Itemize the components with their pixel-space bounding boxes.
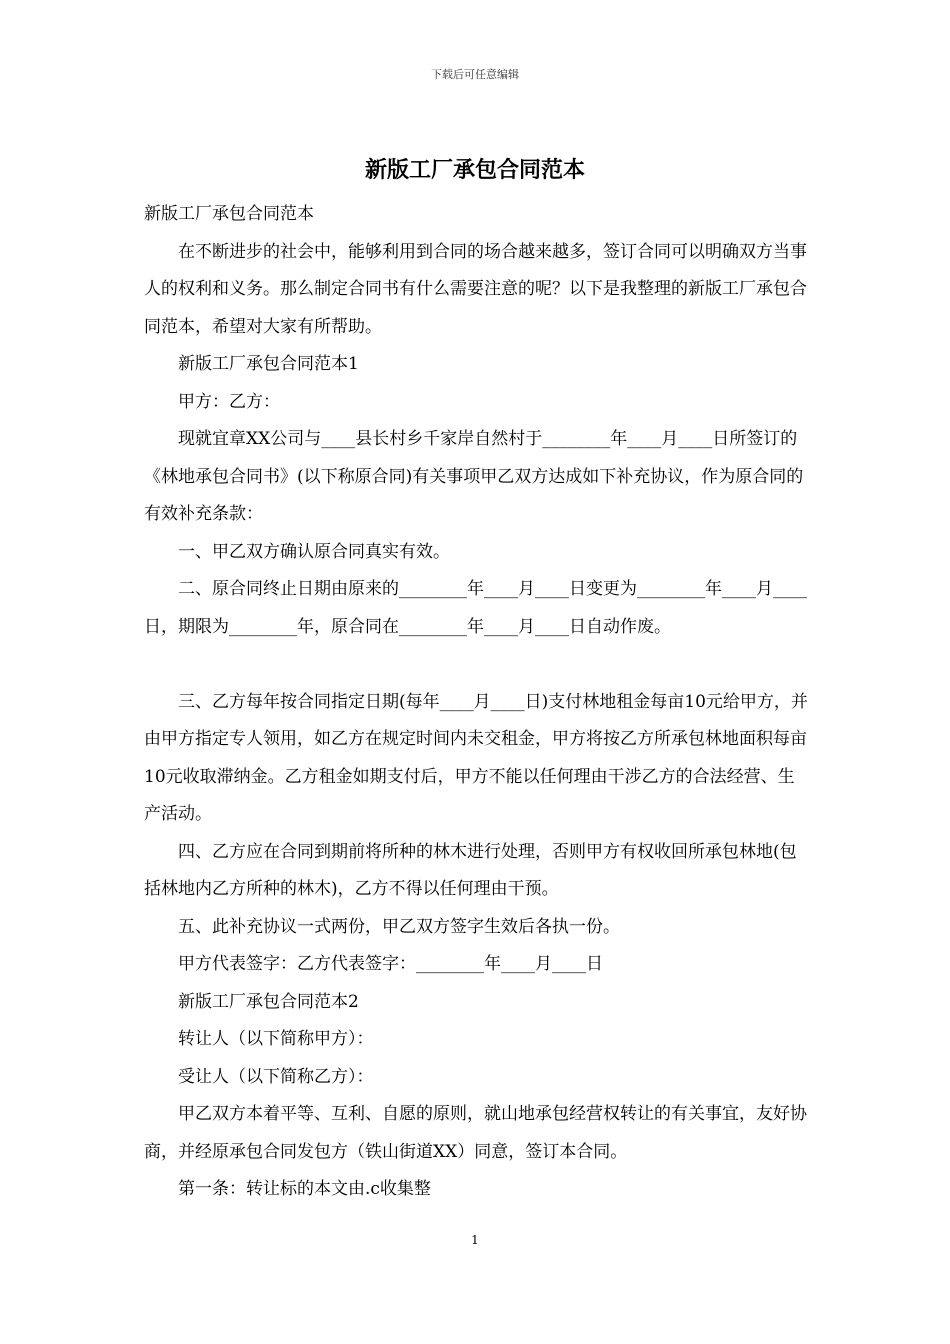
section-heading-2: 新版工厂承包合同范本2 bbox=[178, 991, 359, 1012]
subtitle-paragraph: 新版工厂承包合同范本 bbox=[144, 204, 314, 224]
parties-line: 甲方：乙方： bbox=[178, 391, 280, 412]
intro-paragraph: 在不断进步的社会中，能够利用到合同的场合越来越多，签订合同可以明确双方当事人的权利和义务。那么制定合同书有什么需要注意的呢？以下是我整理的新版工厂承包合同范本，希望对大家有所帮助。 bbox=[144, 241, 807, 337]
clause-2: 二、原合同终止日期由原来的________年____月____日变更为________年____月____日，期限为________年，原合同在________年____月____日自动作废。 bbox=[144, 579, 807, 637]
page-number: 1 bbox=[471, 1233, 479, 1247]
document-body bbox=[144, 196, 810, 1209]
section-heading-1: 新版工厂承包合同范本1 bbox=[178, 354, 359, 374]
clause-3: 三、乙方每年按合同指定日期(每年____月____日)支付林地租金每亩10元给甲方，并由甲方指定专人领用，如乙方在规定时间内未交租金，甲方将按乙方所承包林地面积每亩10元收取滞纳金。乙方租金如期支付后，甲方不能以任何理由干涉乙方的合法经营、生产活动。 bbox=[144, 691, 808, 824]
preamble-paragraph: 现就宜章XX公司与____县长村乡千家岸自然村于________年____月____日所签订的《林地承包合同书》(以下称原合同)有关事项甲乙双方达成如下补充协议，作为原合同的有效补充条款： bbox=[144, 429, 804, 524]
signature-line: 甲方代表签字：乙方代表签字：________年____月____日 bbox=[178, 954, 603, 974]
blank-line bbox=[144, 646, 810, 684]
article-1: 第一条：转让标的本文由.c收集整 bbox=[178, 1179, 431, 1199]
clause-1: 一、甲乙双方确认原合同真实有效。 bbox=[178, 541, 450, 562]
transferee-line: 受让人（以下简称乙方）： bbox=[178, 1066, 374, 1087]
document-title: 新版工厂承包合同范本 bbox=[364, 157, 585, 183]
agreement-paragraph: 甲乙双方本着平等、互利、自愿的原则，就山地承包经营权转让的有关事宜，友好协商，并经原承包合同发包方（铁山街道XX）同意，签订本合同。 bbox=[144, 1104, 807, 1162]
page-header: 下载后可任意编辑 bbox=[431, 68, 519, 81]
clause-4: 四、乙方应在合同到期前将所种的林木进行处理，否则甲方有权收回所承包林地(包括林地内乙方所种的林木)，乙方不得以任何理由干预。 bbox=[144, 841, 797, 899]
clause-5: 五、此补充协议一式两份，甲乙双方签字生效后各执一份。 bbox=[178, 916, 620, 937]
transferor-line: 转让人（以下简称甲方）： bbox=[178, 1029, 374, 1049]
